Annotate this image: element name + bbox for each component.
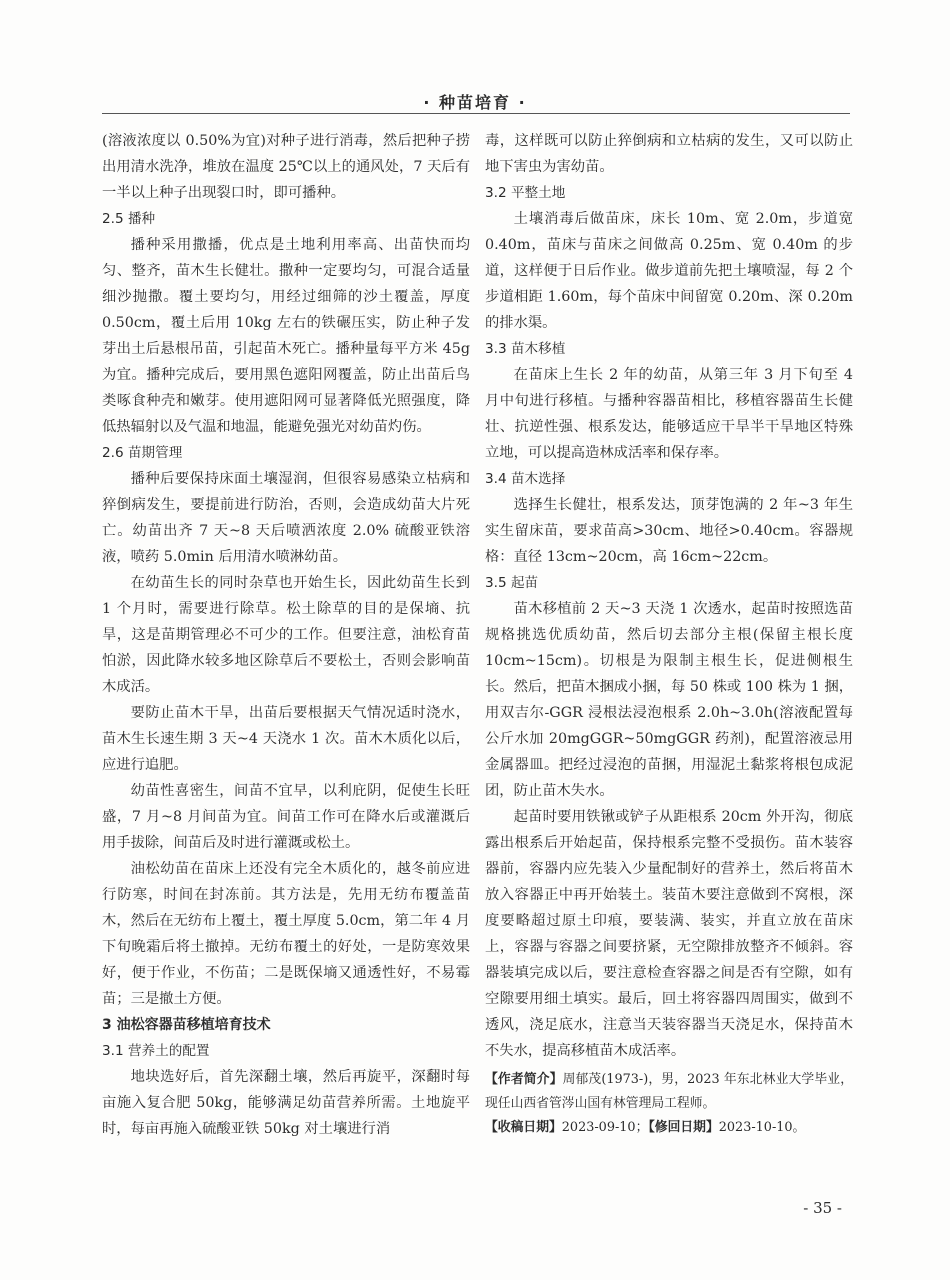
date-note [485,1116,853,1140]
subsection-heading: 2.6 苗期管理 [102,445,183,461]
author-text: 周郁茂(1973-)，男，2023 年东北林业大学毕业，现任山西省管涔山国有林管理局工程师。 [485,1072,854,1111]
paragraph: 毒，这样既可以防止猝倒病和立枯病的发生，又可以防止地下害虫为害幼苗。 [485,133,853,175]
left-column [102,128,470,1142]
paragraph: 土壤消毒后做苗床，床长 10m、宽 2.0m，步道宽 0.40m，苗床与苗床之间做高 0.25m、宽 0.40m 的步道，这样便于日后作业。做步道前先把土壤喷湿，每 2 个步道相距 1.60m，每个苗床中间留宽 0.20m、深 0.20m 的排水渠。 [485,211,853,331]
author-note [485,1068,853,1116]
paragraph: 要防止苗木干旱，出苗后要根据天气情况适时浇水，苗木生长速生期 3 天~4 天浇水 1 次。苗木木质化以后，应进行追肥。 [102,705,470,773]
paragraph: 在幼苗生长的同时杂草也开始生长，因此幼苗生长到 1 个月时，需要进行除草。松土除草的目的是保墒、抗旱，这是苗期管理必不可少的工作。但要注意，油松育苗怕淤，因此降水较多地区除草后不要松土，否则会影响苗木成活。 [102,575,470,695]
paragraph: 播种采用撒播，优点是土地利用率高、出苗快而均匀、整齐，苗木生长健壮。撒种一定要均匀，可混合适量细沙抛撒。覆土要均匀，用经过细筛的沙土覆盖，厚度 0.50cm，覆土后用 10kg 左右的铁碾压实，防止种子发芽出土后悬根吊苗，引起苗木死亡。播种量每平方米 45g 为宜。播种完成后，要用黑色遮阳网覆盖，防止出苗后鸟类啄食种壳和嫩芽。使用遮阳网可显著降低光照强度，降低热辐射以及气温和地温，能避免强光对幼苗灼伤。 [102,237,470,435]
section-header: · 种苗培育 · [423,93,527,112]
paragraph: 在苗床上生长 2 年的幼苗，从第三年 3 月下旬至 4 月中旬进行移植。与播种容器苗相比，移植容器苗生长健壮、抗逆性强、根系发达，能够适应干旱半干旱地区特殊立地，可以提高造林成活率和保存率。 [485,367,853,461]
received-label: 【收稿日期】 [485,1120,562,1135]
paragraph: 幼苗性喜密生，间苗不宜早，以利庇阴，促使生长旺盛，7 月~8 月间苗为宜。间苗工作可在降水后或灌溉后用手拔除，间苗后及时进行灌溉或松土。 [102,783,470,851]
subsection-heading: 3.2 平整土地 [485,185,566,201]
paragraph: 苗木移植前 2 天~3 天浇 1 次透水，起苗时按照选苗规格挑选优质幼苗，然后切去部分主根(保留主根长度 10cm~15cm)。切根是为限制主根生长，促进侧根生长。然后，把苗木捆成小捆，每 50 株或 100 株为 1 捆，用双吉尔-GGR 浸根法浸泡根系 2.0h~3.0h(溶液配置每公斤水加 20mgGGR~50mgGGR 药剂)，配置溶液忌用金属器皿。把经过浸泡的苗捆，用湿泥土黏浆将根包成泥团，防止苗木失水。 [485,601,853,799]
paragraph: (溶液浓度以 0.50%为宜)对种子进行消毒，然后把种子捞出用清水洗净，堆放在温度 25℃以上的通风处，7 天后有一半以上种子出现裂口时，即可播种。 [102,133,470,201]
paragraph: 选择生长健壮，根系发达，顶芽饱满的 2 年~3 年生实生留床苗，要求苗高>30cm、地径>0.40cm。容器规格：直径 13cm~20cm，高 16cm~22cm。 [485,497,853,565]
author-label: 【作者简介】 [485,1072,563,1087]
subsection-heading: 2.5 播种 [102,211,156,227]
right-column [485,128,853,1140]
subsection-heading: 3.3 苗木移植 [485,341,566,357]
received-date: 2023-09-10； [561,1120,649,1135]
subsection-heading: 3.4 苗木选择 [485,471,566,487]
subsection-heading: 3.1 营养土的配置 [102,1043,210,1059]
subsection-heading: 3.5 起苗 [485,575,539,591]
header-rule [102,113,850,114]
section-heading: 3 油松容器苗移植培育技术 [102,1017,271,1033]
paragraph: 地块选好后，首先深翻土壤，然后再旋平，深翻时每亩施入复合肥 50kg，能够满足幼苗营养所需。土地旋平时，每亩再施入硫酸亚铁 50kg 对土壤进行消 [102,1069,470,1137]
page-number: - 35 - [803,1199,842,1217]
revised-label: 【修回日期】 [648,1120,719,1135]
paragraph: 起苗时要用铁锹或铲子从距根系 20cm 外开沟，彻底露出根系后开始起苗，保持根系完整不受损伤。苗木装容器前，容器内应先装入少量配制好的营养土，然后将苗木放入容器正中再开始装土。装苗木要注意做到不窝根，深度要略超过原土印痕，要装满、装实，并直立放在苗床上，容器与容器之间要挤紧，无空隙排放整齐不倾斜。容器装填完成以后，要注意检查容器之间是否有空隙，如有空隙要用细土填实。最后，回土将容器四周围实，做到不透风，浇足底水，注意当天装容器当天浇足水，保持苗木不失水，提高移植苗木成活率。 [485,809,853,1059]
revised-date: 2023-10-10。 [718,1120,806,1135]
paragraph: 播种后要保持床面土壤湿润，但很容易感染立枯病和猝倒病发生，要提前进行防治，否则，会造成幼苗大片死亡。幼苗出齐 7 天~8 天后喷洒浓度 2.0% 硫酸亚铁溶液，喷药 5.0min 后用清水喷淋幼苗。 [102,471,470,565]
paragraph: 油松幼苗在苗床上还没有完全木质化的，越冬前应进行防寒，时间在封冻前。其方法是，先用无纺布覆盖苗木，然后在无纺布上覆土，覆土厚度 5.0cm，第二年 4 月下旬晚霜后将土撤掉。无纺布覆土的好处，一是防寒效果好，便于作业，不伤苗；二是既保墒又通透性好，不易霉苗；三是撤土方便。 [102,861,470,1007]
